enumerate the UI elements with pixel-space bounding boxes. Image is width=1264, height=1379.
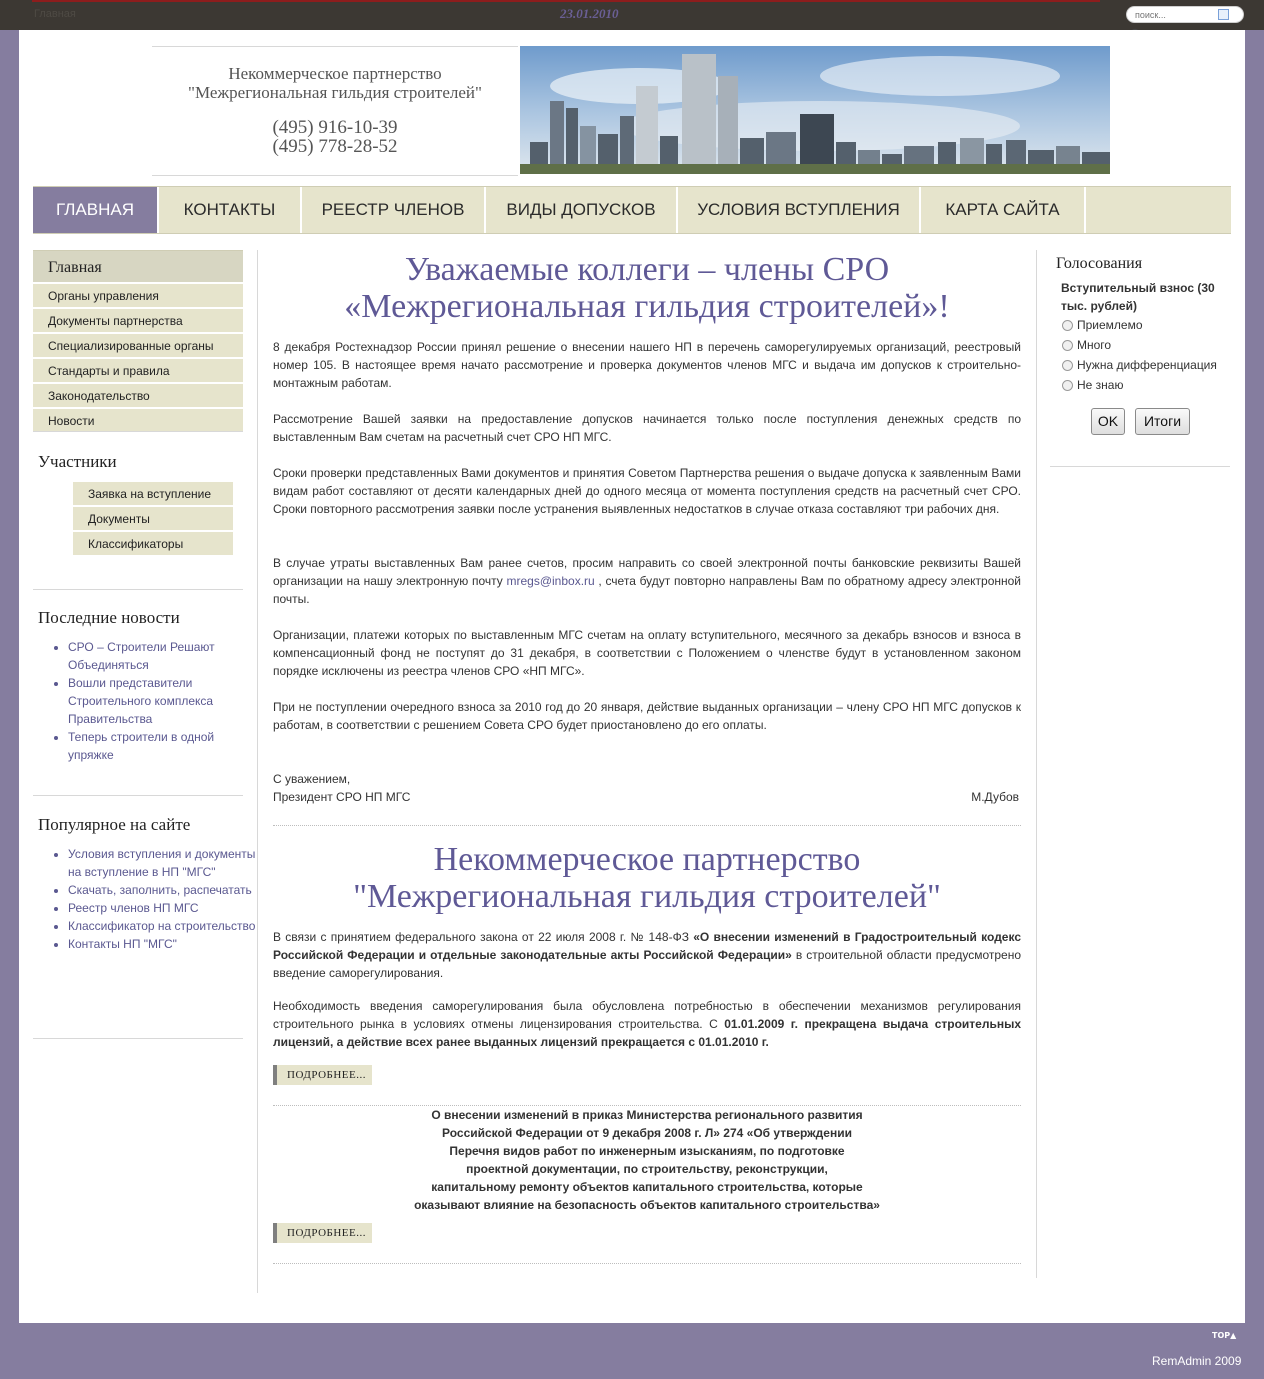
popular-title: Популярное на сайте xyxy=(38,815,191,834)
article2-title xyxy=(273,841,1021,915)
column-divider xyxy=(1036,250,1037,1278)
article1-paragraph: При не поступлении очередного взноса за 2010 год до 20 января, действие выданных организации – члену СРО НП МГС допусков к работам, в соответствии с решением Совета СРО будет приостановлено до его оплаты. xyxy=(273,700,1021,732)
phone-2: (495) 778-28-52 xyxy=(272,136,398,157)
poll-option-label: Не знаю xyxy=(1077,378,1124,392)
arrow-up-icon: ▲ xyxy=(1230,1331,1237,1340)
article2-paragraph xyxy=(273,928,1021,982)
poll-option-label: Приемлемо xyxy=(1077,318,1143,332)
article3-line: оказывают влияние на безопасность объектов капитального строительства» xyxy=(414,1198,880,1212)
org-name-line2: "Межрегиональная гильдия строителей" xyxy=(188,83,482,102)
left-menu-item[interactable]: Законодательство xyxy=(33,384,243,409)
article1-signature xyxy=(273,788,1021,806)
separator xyxy=(273,825,1021,826)
divider xyxy=(1050,466,1230,467)
article1-text: В случае утраты выставленных Вам ранее счетов, просим направить со своей электронной почты банковские реквизиты Вашей организации на нашу электронную почту xyxy=(273,556,1021,588)
main-nav xyxy=(33,186,1231,234)
back-to-top-label: TOP xyxy=(1212,1331,1231,1340)
article3-title xyxy=(273,1106,1021,1214)
org-name-line1: Некоммерческое партнерство xyxy=(228,64,442,83)
participants-title: Участники xyxy=(38,452,117,471)
poll-question: Вступительный взнос (30 тыс. рублей) xyxy=(1061,281,1215,313)
left-menu-item[interactable]: Документы партнерства xyxy=(33,309,243,334)
article1-title-line2: «Межрегиональная гильдия строителей»! xyxy=(344,288,950,325)
city-skyline-banner xyxy=(520,46,1110,174)
top-bar xyxy=(0,0,1264,30)
poll-title: Голосования xyxy=(1056,255,1143,272)
article1-paragraph: Сроки проверки представленных Вами документов и принятия Советом Партнерства решения о выдаче допуска к заявленным Вами видам работ составляют от десяти календарных дней до одного месяца от момента поступления средств на расчетный счет СРО. Сроки повторного рассмотрения заявки после устранения выявленных недостатков в случае отказа составляют три рабочих дня. xyxy=(273,466,1021,516)
poll-option[interactable] xyxy=(1062,357,1217,373)
left-menu-item[interactable]: Новости xyxy=(33,409,243,434)
poll-option[interactable] xyxy=(1062,377,1123,393)
nav-home[interactable]: ГЛАВНАЯ xyxy=(33,187,159,233)
article2-text: В связи с принятием федерального закона от 22 июля 2008 г. № 148-ФЗ xyxy=(273,930,694,944)
article2-license-note: 01.01.2009 г. прекращена выдача строительных лицензий, а действие всех ранее выданных лицензий прекращается с 01.01.2010 г. xyxy=(273,1017,1021,1049)
signature-name: М.Дубов xyxy=(971,790,1019,804)
site-header xyxy=(152,46,518,176)
article3-line: О внесении изменений в приказ Министерства регионального развития xyxy=(431,1108,863,1122)
article1-paragraph xyxy=(273,554,1021,608)
poll-ok-button[interactable]: OK xyxy=(1091,408,1125,435)
poll-option[interactable] xyxy=(1062,317,1143,333)
left-menu xyxy=(33,250,243,434)
article1-paragraph: 8 декабря Ростехнадзор России принял решение о внесении нашего НП в перечень саморегулируемых организаций, реестровый номер 105. В настоящее время начато рассмотрение и проверка документов членов МГС и выдача им допусков к строительно-монтажным работам. xyxy=(273,340,1021,390)
divider xyxy=(33,589,243,590)
nav-sitemap[interactable]: КАРТА САЙТА xyxy=(921,187,1086,233)
nav-contacts[interactable]: КОНТАКТЫ xyxy=(159,187,302,233)
participants-item-documents[interactable]: Документы xyxy=(73,507,233,532)
nav-members-registry[interactable]: РЕЕСТР ЧЛЕНОВ xyxy=(302,187,486,233)
radio-button[interactable] xyxy=(1062,320,1073,331)
copyright: RemAdmin 2009 xyxy=(1152,1354,1242,1368)
left-menu-item[interactable]: Специализированные органы xyxy=(33,334,243,359)
read-more-button[interactable]: ПОДРОБНЕЕ... xyxy=(273,1065,372,1085)
popular-link[interactable]: • Условия вступления и документы на вступление в НП "МГС" xyxy=(68,845,258,881)
phone-1: (495) 916-10-39 xyxy=(272,117,398,138)
article1-paragraph: Организации, платежи которых по выставленным МГС счетам на оплату вступительного, месячного за декабрь взносов и взноса в компенсационный фонд не поступят до 31 декабря, в соответствии с Положением о членстве будут в установленном законом порядке исключены из реестра членов СРО «НП МГС». xyxy=(273,628,1021,678)
participants-menu xyxy=(73,482,233,557)
radio-button[interactable] xyxy=(1062,360,1073,371)
poll-option-label: Много xyxy=(1077,338,1112,352)
news-link[interactable]: • СРО – Строители Решают Объединяться xyxy=(68,638,258,674)
divider xyxy=(33,1038,243,1039)
search-input[interactable] xyxy=(1135,8,1223,21)
divider xyxy=(33,795,243,796)
radio-button[interactable] xyxy=(1062,380,1073,391)
search-submit-button[interactable] xyxy=(1218,9,1229,20)
search-box xyxy=(1126,6,1244,23)
back-to-top-link[interactable] xyxy=(1212,1331,1236,1340)
poll-results-button[interactable]: Итоги xyxy=(1135,408,1190,435)
news-link[interactable]: • Теперь строители в одной упряжке xyxy=(68,728,258,764)
article1-title-line1: Уважаемые коллеги – члены СРО xyxy=(404,251,890,288)
article1-text: , счета будут повторно направлены Вам по обратному адресу электронной почты. xyxy=(273,574,1021,606)
article2-law-title: «О внесении изменений в Градостроительный кодекс Российской Федерации и отдельные законодательные акты Российской Федерации» xyxy=(273,930,1022,962)
signature-role: Президент СРО НП МГС xyxy=(273,790,411,804)
popular-link[interactable]: • Скачать, заполнить, распечатать xyxy=(68,881,258,899)
article2-text: Необходимость введения саморегулирования была обусловлена потребностью в обеспечении механизмов регулирования строительного рынка в условиях отмены лицензирования строительства. С xyxy=(273,999,1021,1031)
current-date: 23.01.2010 xyxy=(560,6,619,21)
article1-paragraph: Рассмотрение Вашей заявки на предоставление допусков начинается только после поступления денежных средств по выставленным Вам счетам на расчетный счет СРО НП МГС. xyxy=(273,412,1021,444)
divider xyxy=(33,431,243,432)
read-more-button[interactable]: ПОДРОБНЕЕ... xyxy=(273,1223,372,1243)
article3-line: Перечня видов работ по инженерным изысканиям, по подготовке xyxy=(449,1144,845,1158)
news-title: Последние новости xyxy=(38,608,180,627)
article2-text: в строительной области предусмотрено введение саморегулирования. xyxy=(273,948,1022,980)
popular-list xyxy=(33,845,258,953)
left-menu-item[interactable]: Стандарты и правила xyxy=(33,359,243,384)
article3-line: проектной документации, по строительству, реконструкции, xyxy=(466,1162,828,1176)
radio-button[interactable] xyxy=(1062,340,1073,351)
poll-option-label: Нужна дифференциация xyxy=(1077,358,1217,372)
top-accent-line xyxy=(32,0,1100,2)
article3-line: Российской Федерации от 9 декабря 2008 г. Л» 274 «Об утверждении xyxy=(442,1126,852,1140)
article2-title-line1: Некоммерческое партнерство xyxy=(433,841,861,878)
separator xyxy=(273,1263,1021,1264)
article1-title xyxy=(273,251,1021,325)
nav-joining-conditions[interactable]: УСЛОВИЯ ВСТУПЛЕНИЯ xyxy=(678,187,921,233)
news-list xyxy=(33,638,258,764)
article3-line: капитальному ремонту объектов капитального строительства, которые xyxy=(431,1180,863,1194)
breadcrumb[interactable]: Главная xyxy=(34,8,76,20)
popular-link[interactable]: • Классификатор на строительство xyxy=(68,917,258,935)
left-menu-item[interactable]: Органы управления xyxy=(33,284,243,309)
email-link[interactable]: mregs@inbox.ru xyxy=(506,574,595,588)
popular-link[interactable]: • Реестр членов НП МГС xyxy=(68,899,258,917)
article2-title-line2: "Межрегиональная гильдия строителей" xyxy=(353,878,941,915)
participants-item-classifiers[interactable]: Классификаторы xyxy=(73,532,233,557)
participants-item-application[interactable]: Заявка на вступление xyxy=(73,482,233,507)
news-link[interactable]: • Вошли представители Строительного комплекса Правительства xyxy=(68,674,258,728)
article2-paragraph xyxy=(273,997,1021,1051)
article1-regards: С уважением, xyxy=(273,772,351,786)
column-divider xyxy=(257,250,258,1293)
poll-option[interactable] xyxy=(1062,337,1111,353)
popular-link[interactable]: • Контакты НП "МГС" xyxy=(68,935,258,953)
left-menu-home[interactable]: Главная xyxy=(33,251,243,284)
nav-permit-types[interactable]: ВИДЫ ДОПУСКОВ xyxy=(486,187,678,233)
